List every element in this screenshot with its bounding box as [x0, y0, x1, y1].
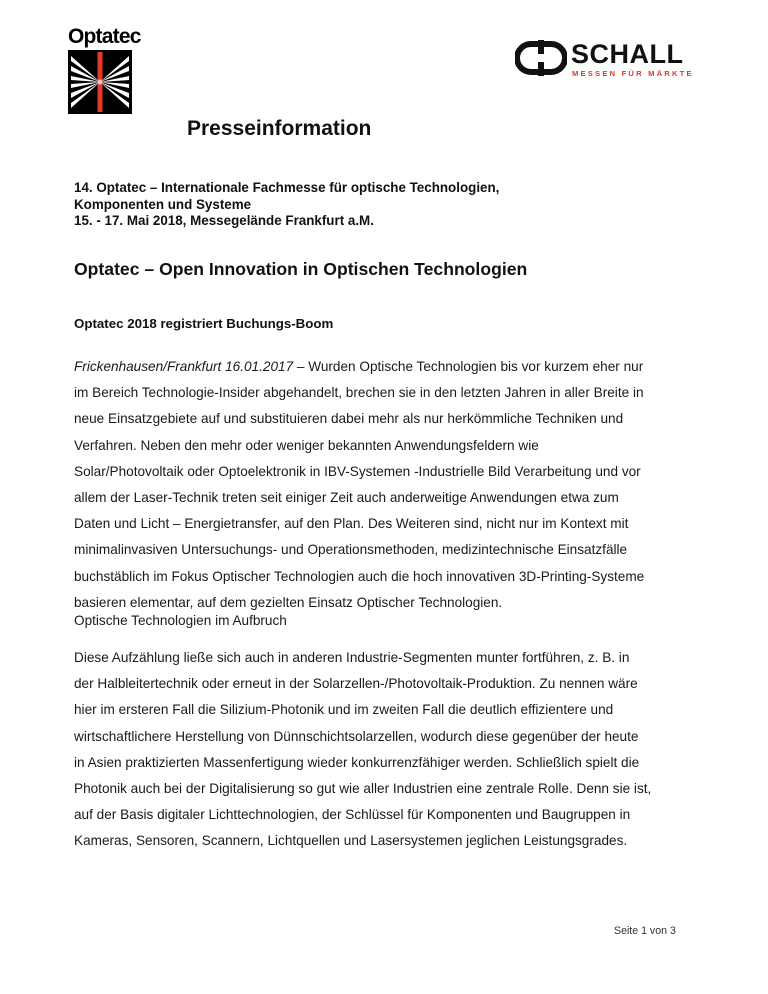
paragraph-line: auf der Basis digitaler Lichttechnologien, der Schlüssel für Komponenten und Baugruppen in	[74, 807, 631, 823]
paragraph-text: – Wurden Optische Technologien bis vor kurzem eher nur	[293, 359, 644, 374]
optatec-logo	[68, 25, 141, 114]
schall-tagline: MESSEN FÜR MÄRKTE	[572, 69, 694, 78]
paragraph-body	[74, 645, 714, 855]
paragraph-line: buchstäblich im Fokus Optischer Technologien auch die hoch innovativen 3D-Printing-Systeme	[74, 568, 645, 584]
paragraph-line: Solar/Photovoltaik oder Optoelektronik in IBV-Systemen -Industrielle Bild Verarbeitung und vor	[74, 463, 641, 479]
paragraph-line: Verfahren. Neben den mehr oder weniger bekannten Anwendungsfeldern wie	[74, 437, 539, 453]
paragraph-line: Photonik auch bei der Digitalisierung so gut wie aller Industrien eine zentrale Rolle. Denn sie ist,	[74, 781, 652, 797]
paragraph-line: Diese Aufzählung ließe sich auch in anderen Industrie-Segmenten munter fortführen, z. B. in	[74, 650, 630, 665]
headline: Optatec – Open Innovation in Optischen Technologien	[74, 259, 528, 279]
document-type-title: Presseinformation	[187, 117, 372, 140]
paragraph-line: im Bereich Technologie-Insider abgehandelt, brechen sie in den letzten Jahren in aller Breite in	[74, 385, 644, 401]
schall-brackets-icon	[515, 40, 567, 80]
paragraph-line: basieren elementar, auf dem gezielten Einsatz Optischer Technologien.	[74, 594, 503, 610]
paragraph-intro	[74, 354, 714, 616]
event-line: 14. Optatec – Internationale Fachmesse für optische Technologien,	[74, 180, 500, 195]
event-info	[74, 180, 499, 230]
event-line: Komponenten und Systeme	[74, 196, 252, 212]
paragraph-line: Daten und Licht – Energietransfer, auf den Plan. Des Weiteren sind, nicht nur im Kontext mit	[74, 516, 629, 532]
paragraph-line: allem der Laser-Technik treten seit einiger Zeit auch anderweitige Anwendungen etwa zum	[74, 490, 619, 506]
paragraph-line: hier im ersteren Fall die Silizium-Photonik und im zweiten Fall die deutlich effizientere und	[74, 702, 614, 718]
subheadline: Optatec 2018 registriert Buchungs-Boom	[74, 316, 334, 331]
paragraph-line: in Asien praktizierten Massenfertigung wieder konkurrenzfähiger werden. Schließlich spielt die	[74, 754, 640, 770]
event-line: 15. - 17. Mai 2018, Messegelände Frankfurt a.M.	[74, 213, 374, 228]
optatec-wordmark: Optatec	[68, 25, 141, 48]
section-heading: Optische Technologien im Aufbruch	[74, 613, 287, 628]
dateline: Frickenhausen/Frankfurt 16.01.2017	[74, 359, 294, 374]
page-number: Seite 1 von 3	[614, 925, 676, 937]
paragraph-line: der Halbleitertechnik oder erneut in der Solarzellen-/Photovoltaik-Produktion. Zu nennen wäre	[74, 676, 638, 692]
paragraph-line: minimalinvasiven Untersuchungs- und Operationsmethoden, medizintechnische Einsatzfälle	[74, 542, 628, 558]
optatec-beam-icon	[68, 50, 132, 114]
schall-wordmark: SCHALL	[571, 39, 684, 69]
paragraph-line: wirtschaftlichere Herstellung von Dünnschichtsolarzellen, wodurch diese gegenüber der heute	[74, 728, 639, 744]
paragraph-line	[74, 354, 714, 380]
paragraph-line: neue Einsatzgebiete auf und substituieren dabei mehr als nur herkömmliche Techniken und	[74, 411, 624, 427]
paragraph-line: Kameras, Sensoren, Scannern, Lichtquellen und Lasersystemen jeglichen Leistungsgrades.	[74, 833, 628, 849]
